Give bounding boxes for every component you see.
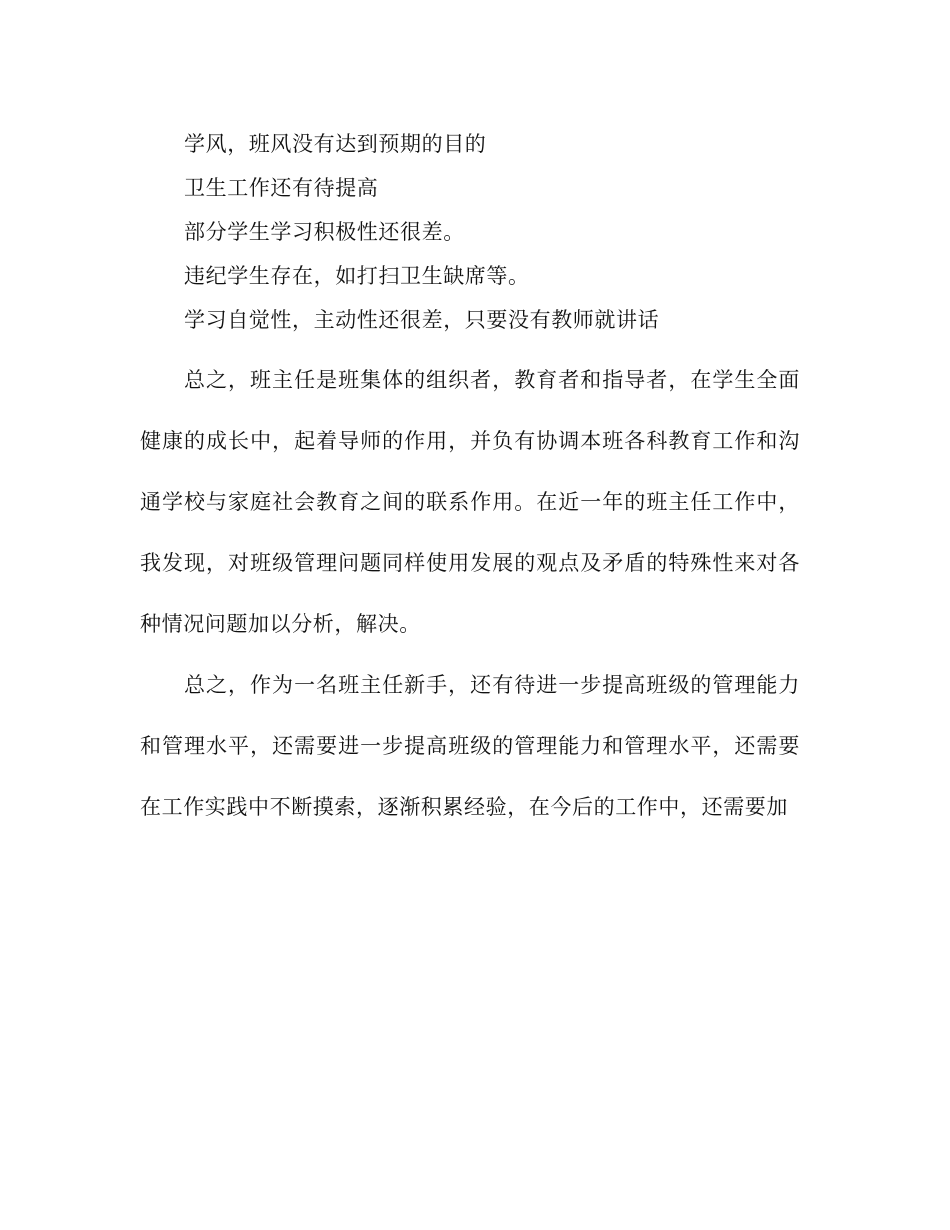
text-line-discipline-violations: 违纪学生存在，如打扫卫生缺席等。	[184, 264, 530, 288]
text-line-study-atmosphere: 学风，班风没有达到预期的目的	[184, 132, 487, 156]
paragraph-improvement: 总之，作为一名班主任新手，还有待进一步提高班级的管理能力和管理水平，还需要进一步提高班级的管理能力和管理水平，还需要在工作实践中不断摸索，逐渐积累经验，在今后的工作中，还需要加	[140, 673, 800, 819]
text-line-self-discipline: 学习自觉性，主动性还很差，只要没有教师就讲话	[184, 308, 660, 332]
paragraph-head-teacher-role: 总之，班主任是班集体的组织者，教育者和指导者，在学生全面健康的成长中，起着导师的作用，并负有协调本班各科教育工作和沟通学校与家庭社会教育之间的联系作用。在近一年的班主任工作中，我发现，对班级管理问题同样使用发展的观点及矛盾的特殊性来对各种情况问题加以分析，解决。	[140, 368, 800, 636]
document-body	[140, 122, 800, 838]
text-line-hygiene-work: 卫生工作还有待提高	[184, 176, 379, 200]
text-line-learning-enthusiasm: 部分学生学习积极性还很差。	[184, 220, 465, 244]
